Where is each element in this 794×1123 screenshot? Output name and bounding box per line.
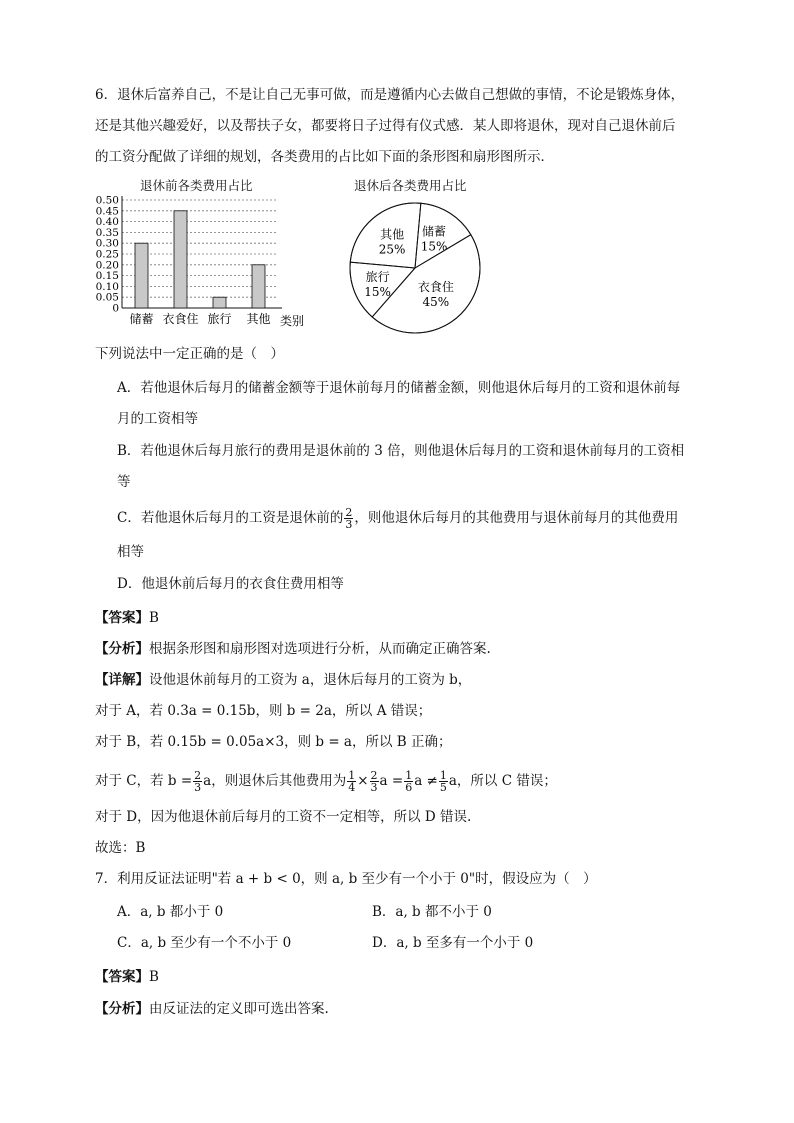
fraction-two-thirds-b bbox=[193, 770, 202, 793]
frac-num: 2 bbox=[370, 769, 378, 782]
q6-step-d: 对于 D，因为他退休前后每月的工资不一定相等，所以 D 错误. bbox=[95, 809, 472, 825]
q6-option-b-line1: B．若他退休后每月旅行的费用是退休前的 3 倍，则他退休后每月的工资和退休前每月的工资相 bbox=[117, 443, 685, 459]
pie-chart-title: 退休后各类费用占比 bbox=[354, 178, 467, 193]
fraction-two-thirds-c bbox=[370, 770, 379, 793]
y-tick-label: 0.50 bbox=[95, 194, 119, 207]
pie-value-label: 15% bbox=[420, 239, 448, 254]
pie-slice-label: 其他 bbox=[380, 227, 405, 242]
q7-stem: 7．利用反证法证明"若 a + b < 0，则 a, b 至少有一个小于 0"时，假设应为（ ） bbox=[95, 871, 597, 887]
pie-slice-label: 衣食住 bbox=[417, 279, 454, 294]
q7-option-c: C．a, b 至少有一个不小于 0 bbox=[117, 935, 292, 951]
y-tick-label: 0.45 bbox=[95, 205, 119, 218]
frac-den: 4 bbox=[348, 781, 356, 794]
q7-answer bbox=[95, 968, 159, 986]
step-c-part2: a，则退休后其他费用为 bbox=[203, 773, 347, 789]
analysis-text: 根据条形图和扇形图对选项进行分析，从而确定正确答案. bbox=[149, 641, 491, 657]
frac-den: 3 bbox=[345, 518, 353, 531]
y-tick-label: 0.25 bbox=[95, 248, 119, 261]
answer-tag: 【答案】 bbox=[95, 610, 149, 626]
x-tick-label: 其他 bbox=[246, 312, 271, 326]
q6-option-c-line2: 相等 bbox=[117, 544, 144, 560]
q6-option-a-line2: 月的工资相等 bbox=[117, 411, 198, 427]
y-tick-label: 0.30 bbox=[95, 237, 119, 250]
q6-line3: 的工资分配做了详细的规划，各类费用的占比如下面的条形图和扇形图所示． bbox=[95, 149, 554, 165]
bar bbox=[213, 297, 226, 308]
x-axis-label: 类别 bbox=[280, 314, 305, 328]
step-c-part3: a ≠ bbox=[414, 773, 438, 789]
frac-num: 1 bbox=[439, 769, 447, 782]
frac-num: 2 bbox=[194, 769, 202, 782]
q7-analysis bbox=[95, 1000, 329, 1018]
q6-step-b: 对于 B，若 0.15b = 0.05a×3，则 b = a，所以 B 正确； bbox=[95, 734, 452, 750]
frac-num: 2 bbox=[345, 506, 353, 519]
bar-chart bbox=[88, 174, 318, 334]
x-tick-label: 衣食住 bbox=[162, 312, 199, 326]
frac-den: 6 bbox=[405, 781, 413, 794]
fraction-one-sixth bbox=[404, 770, 413, 793]
y-tick-label: 0 bbox=[112, 302, 119, 315]
q6-analysis bbox=[95, 640, 491, 658]
q6-option-c-text2: ，则他退休后每月的其他费用与退休前每月的其他费用 bbox=[354, 510, 679, 526]
y-tick-label: 0.40 bbox=[95, 216, 119, 229]
fraction-one-fifth bbox=[439, 770, 448, 793]
q6-line1: 6．退休后富养自己，不是让自己无事可做，而是遵循内心去做自己想做的事情，不论是锻炼身体， bbox=[95, 87, 685, 103]
q6-option-c-line1 bbox=[117, 507, 678, 530]
y-tick-label: 0.05 bbox=[95, 291, 119, 304]
y-tick-label: 0.20 bbox=[95, 259, 119, 272]
q6-detail bbox=[95, 671, 471, 689]
fraction-two-thirds bbox=[344, 507, 353, 530]
frac-num: 1 bbox=[405, 769, 413, 782]
frac-den: 3 bbox=[194, 781, 202, 794]
detail-tag: 【详解】 bbox=[95, 672, 149, 688]
step-c-part1: 对于 C，若 b = bbox=[95, 773, 193, 789]
y-tick-label: 0.15 bbox=[95, 270, 119, 283]
q6-option-c-text1: C．若他退休后每月的工资是退休前的 bbox=[117, 510, 344, 526]
analysis-tag: 【分析】 bbox=[95, 1001, 149, 1017]
y-tick-label: 0.10 bbox=[95, 280, 119, 293]
pie-value-label: 25% bbox=[378, 242, 406, 257]
bar-chart-title: 退休前各类费用占比 bbox=[140, 178, 253, 193]
answer-value: B bbox=[149, 610, 159, 626]
pie-chart-svg bbox=[340, 174, 490, 334]
frac-den: 5 bbox=[439, 781, 447, 794]
q6-step-a: 对于 A，若 0.3a = 0.15b，则 b = 2a，所以 A 错误； bbox=[95, 703, 432, 719]
q6-option-a-line1: A．若他退休后每月的储蓄金额等于退休前每月的储蓄金额，则他退休后每月的工资和退休前每 bbox=[117, 380, 681, 396]
bar-chart-svg bbox=[88, 174, 318, 334]
analysis-tag: 【分析】 bbox=[95, 641, 149, 657]
fraction-one-quarter bbox=[347, 770, 356, 793]
q6-answer bbox=[95, 609, 159, 627]
q6-prompt: 下列说法中一定正确的是（ ） bbox=[95, 346, 284, 362]
pie-slice-label: 旅行 bbox=[365, 269, 390, 284]
answer-value: B bbox=[149, 969, 159, 985]
q6-choose: 故选：B bbox=[95, 840, 146, 856]
analysis-text: 由反证法的定义即可选出答案. bbox=[149, 1001, 329, 1017]
answer-tag: 【答案】 bbox=[95, 969, 149, 985]
pie-slice-label: 储蓄 bbox=[422, 224, 447, 239]
q7-option-d: D．a, b 至多有一个小于 0 bbox=[372, 935, 534, 951]
q6-step-c: 对于 C，若 b = $\frac{2}{3}$ a，则退休后其他费用为 $\frac{1}{4}$ × $\frac{2}{3}$ a = $\frac{1}{6}$ a ≠ $\frac{1}{5}$ a，所以 C 错误； bbox=[95, 769, 557, 794]
bar bbox=[174, 211, 187, 308]
q6-option-d: D．他退休前后每月的衣食住费用相等 bbox=[117, 576, 344, 592]
frac-num: 1 bbox=[348, 769, 356, 782]
x-tick-label: 旅行 bbox=[207, 312, 232, 326]
detail-text: 设他退休前每月的工资为 a，退休后每月的工资为 b， bbox=[149, 672, 472, 688]
bar bbox=[135, 243, 148, 308]
q7-option-a: A．a, b 都小于 0 bbox=[117, 904, 224, 920]
pie-value-label: 15% bbox=[364, 284, 391, 299]
pie-chart bbox=[340, 174, 490, 334]
bar bbox=[252, 265, 265, 308]
q6-option-b-line2: 等 bbox=[117, 474, 131, 490]
q7-option-b: B．a, b 都不小于 0 bbox=[372, 904, 492, 920]
pie-value-label: 45% bbox=[422, 294, 450, 309]
q6-line2: 还是其他兴趣爱好，以及帮扶子女，都要将日子过得有仪式感．某人即将退休，现对自己退休前后 bbox=[95, 118, 676, 134]
x-tick-label: 储蓄 bbox=[129, 312, 154, 326]
step-c-part4: a，所以 C 错误； bbox=[448, 773, 557, 789]
y-tick-label: 0.35 bbox=[95, 226, 119, 239]
frac-den: 3 bbox=[370, 781, 378, 794]
